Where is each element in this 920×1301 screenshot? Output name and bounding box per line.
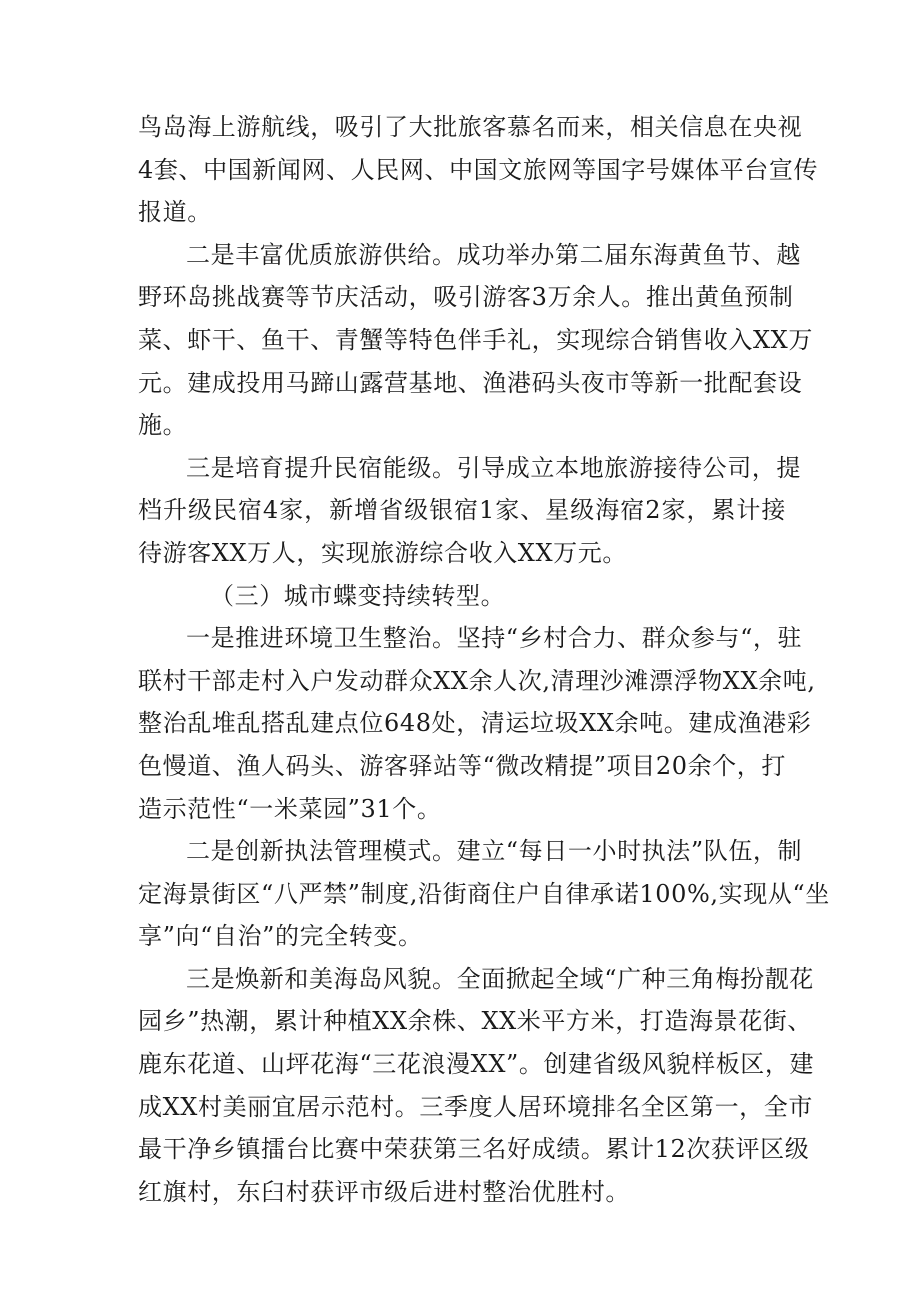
text-line: 定海景街区“八严禁”制度,沿街商住户自律承诺100%,实现从“坐 [138, 879, 830, 908]
paragraph [138, 447, 801, 575]
text-line: 成XX村美丽宜居示范村。三季度人居环境排名全区第一，全市 [138, 1092, 813, 1121]
text-line: 档升级民宿4家，新增省级银宿1家、星级海宿2家，累计接 [138, 496, 786, 525]
text-line: 红旗村，东臼村获评市级后进村整治优胜村。 [138, 1177, 630, 1206]
text-line: 园乡”热潮，累计种植XX余株、XX米平方米，打造海景花街、 [138, 1007, 813, 1036]
text-line: 二是丰富优质旅游供给。成功举办第二届东海黄鱼节、越 [186, 240, 801, 269]
section-heading [138, 575, 786, 618]
text-line: 三是焕新和美海岛风貌。全面掀起全域“广种三角梅扮靓花 [186, 964, 814, 993]
paragraph [138, 958, 815, 1214]
document-body [138, 106, 830, 1213]
text-line: 施。 [138, 411, 188, 440]
text-line: 最干净乡镇擂台比赛中荣获第三名好成绩。累计12次获评区级 [138, 1135, 810, 1164]
text-line: 野环岛挑战赛等节庆活动，吸引游客3万余人。推出黄鱼预制 [138, 283, 794, 312]
text-line: 三是培育提升民宿能级。引导成立本地旅游接待公司，提 [186, 453, 801, 482]
paragraph [138, 106, 819, 234]
paragraph [138, 234, 813, 447]
paragraph [138, 617, 816, 830]
text-line: 菜、虾干、鱼干、青蟹等特色伴手礼，实现综合销售收入XX万 [138, 325, 813, 354]
text-line: 一是推进环境卫生整治。坚持“乡村合力、群众参与“，驻 [186, 624, 803, 653]
text-line: 整治乱堆乱搭乱建点位648处，清运垃圾XX余吨。建成渔港彩 [138, 709, 812, 738]
text-line: 鹿东花道、山坪花海“三花浪漫XX”。创建省级风貌样板区，建 [138, 1050, 815, 1079]
text-line: 联村干部走村入户发动群众XX余人次,清理沙滩漂浮物XX余吨, [138, 666, 816, 695]
text-line: 享”向“自治”的完全转变。 [138, 922, 423, 951]
text-line: 二是创新执法管理模式。建立“每日一小时执法”队伍，制 [186, 837, 803, 866]
text-line: 元。建成投用马蹄山露营基地、渔港码头夜市等新一批配套设 [138, 368, 803, 397]
text-line: 色慢道、渔人码头、游客驿站等“微改精提”项目20余个，打 [138, 751, 786, 780]
text-line: （三）城市蝶变持续转型。 [210, 581, 506, 610]
text-line: 待游客XX万人，实现旅游综合收入XX万元。 [138, 538, 627, 567]
text-line: 4套、中国新闻网、人民网、中国文旅网等国字号媒体平台宣传 [138, 155, 819, 184]
text-line: 报道。 [138, 198, 212, 227]
text-line: 鸟岛海上游航线，吸引了大批旅客慕名而来，相关信息在央视 [138, 113, 803, 141]
paragraph [138, 830, 830, 958]
text-line: 造示范性“一米菜园”31个。 [138, 794, 442, 823]
